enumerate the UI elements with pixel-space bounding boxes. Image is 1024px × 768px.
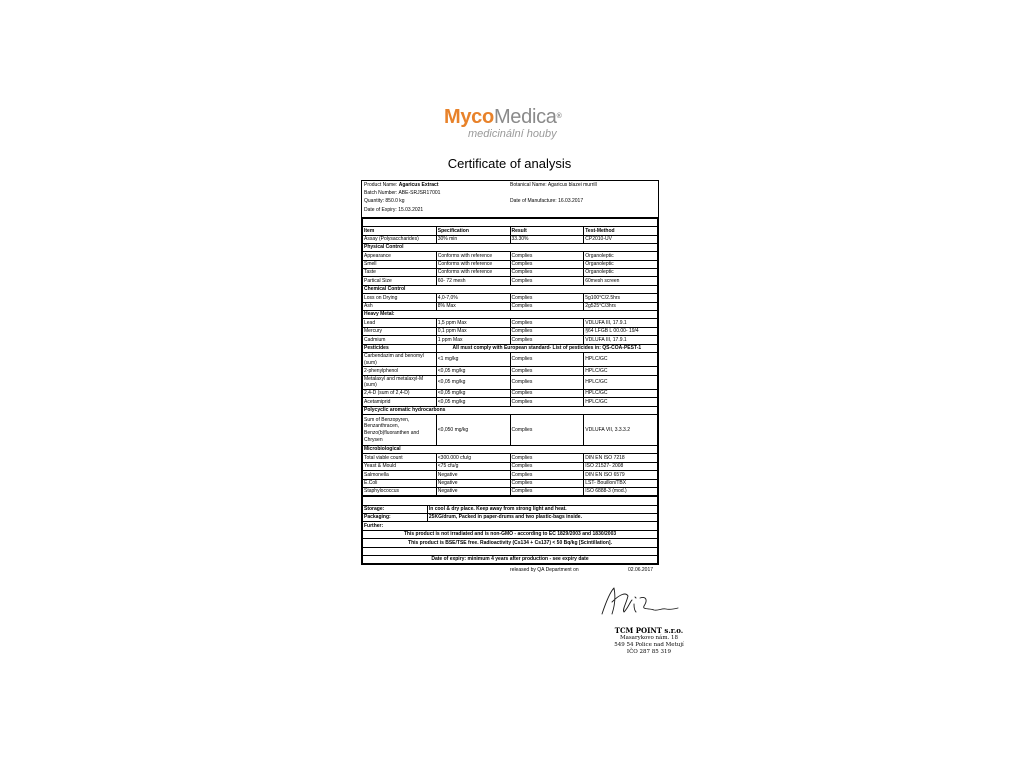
section-heading: Physical Control xyxy=(363,243,658,251)
packaging-value: 25KG/drum, Packed in paper-drums and two plastic-bags inside. xyxy=(427,514,657,522)
document-title: Certificate of analysis xyxy=(447,156,572,171)
product-info-left xyxy=(364,182,510,215)
section-row xyxy=(363,445,658,453)
cell-specification: <75 cfu/g xyxy=(436,462,510,470)
expiry-line xyxy=(364,207,510,215)
cell-result: Complies xyxy=(510,252,584,260)
section-row xyxy=(363,243,658,251)
manufacture-date-line xyxy=(510,198,656,206)
spacer-cell xyxy=(363,497,658,505)
cell-method: VDLUFA VII, 3.3.3.2 xyxy=(584,414,658,445)
cell-item: E.Coli xyxy=(363,479,437,487)
column-header: Result xyxy=(510,227,584,235)
cell-method: CP2010-UV xyxy=(584,235,658,243)
cell-item: Loss on Drying xyxy=(363,294,437,302)
cell-result: Complies xyxy=(510,327,584,335)
stamp-address-line: Masarykovo nám. 18 xyxy=(619,635,679,641)
cell-result: Complies xyxy=(510,471,584,479)
table-row xyxy=(363,367,658,375)
product-name-label: Product Name: xyxy=(364,182,399,188)
cell-specification: 4,0-7,0% xyxy=(436,294,510,302)
spacer-row xyxy=(363,547,658,555)
table-row xyxy=(363,235,658,243)
blank-line xyxy=(510,190,656,198)
cell-method: VDLUFA III, 17.9.1 xyxy=(584,319,658,327)
table-row xyxy=(363,353,658,367)
cell-item: Lead xyxy=(363,319,437,327)
storage-value: In cool & dry place. Keep away from strong light and heat. xyxy=(427,505,657,513)
cell-specification: 1,5 ppm Max xyxy=(436,319,510,327)
cell-item: 2,4-D (sum of 2,4-D) xyxy=(363,389,437,397)
table-row xyxy=(363,260,658,268)
section-row xyxy=(363,406,658,414)
product-name-value: Agaricus Extract xyxy=(398,182,439,188)
cell-item: Salmonella xyxy=(363,471,437,479)
company-stamp xyxy=(604,627,694,655)
cell-result: Complies xyxy=(510,389,584,397)
table-row xyxy=(363,462,658,470)
spacer-row xyxy=(363,218,658,226)
cell-result: Complies xyxy=(510,336,584,344)
cell-method: 60mesh screen xyxy=(584,277,658,285)
expiry-note-row xyxy=(363,556,658,564)
cell-method: HPLC/GC xyxy=(584,375,658,389)
cell-method: HPLC/GC xyxy=(584,367,658,375)
botanical-name-line xyxy=(510,182,656,190)
released-date: 02.06.2017 xyxy=(628,567,654,573)
notes-table xyxy=(362,496,658,564)
table-row xyxy=(363,479,658,487)
table-row xyxy=(363,269,658,277)
cell-result: Complies xyxy=(510,294,584,302)
cell-specification: 1 ppm Max xyxy=(436,336,510,344)
quantity-label: Quantity: xyxy=(364,198,386,205)
cell-method: Organoleptic xyxy=(584,269,658,277)
section-heading: Pesticides xyxy=(363,344,437,352)
table-row xyxy=(363,487,658,495)
cell-specification: Conforms with reference xyxy=(436,269,510,277)
cell-result: Complies xyxy=(510,462,584,470)
bse-statement: This product is BSE/TSE free. Radioactivity (Cs134 + Cs137) < 50 Bq/kg [Scintillation]. xyxy=(363,539,658,547)
quantity-line xyxy=(364,198,510,206)
spacer-cell xyxy=(363,218,658,226)
batch-number-label: Batch Number: xyxy=(364,190,399,197)
cell-result: Complies xyxy=(510,398,584,406)
further-label: Further: xyxy=(363,522,658,530)
cell-specification: 0,1 ppm Max xyxy=(436,327,510,335)
cell-item: Sum of Benzopyren, Benzanthracen, Benzo(b)fluoranthen and Chrysen xyxy=(363,414,437,445)
product-name-line xyxy=(364,182,510,190)
cell-specification: 8% Max xyxy=(436,302,510,310)
table-row xyxy=(363,336,658,344)
cell-method: ISO 6888-3 (mod.) xyxy=(584,487,658,495)
column-header: Item xyxy=(363,227,437,235)
spacer-row xyxy=(363,497,658,505)
statement-row xyxy=(363,539,658,547)
cell-method: HPLC/GC xyxy=(584,389,658,397)
table-row xyxy=(363,454,658,462)
product-info xyxy=(362,181,658,218)
cell-result: Complies xyxy=(510,319,584,327)
manufacture-date-value: 16.03.2017 xyxy=(558,198,584,205)
cell-method: DIN EN ISO 7218 xyxy=(584,454,658,462)
cell-specification: Conforms with reference xyxy=(436,252,510,260)
expiry-value: 15.03.2021 xyxy=(398,206,424,213)
expiry-note: Date of expiry: minimum 4 years after production - see expiry date xyxy=(363,556,658,564)
analysis-table xyxy=(362,218,658,497)
cell-specification: Negative xyxy=(436,479,510,487)
section-heading: Chemical Control xyxy=(363,285,658,293)
section-heading: Polycyclic aromatic hydrocarbons xyxy=(363,406,658,414)
product-info-right xyxy=(510,182,656,215)
cell-result: Complies xyxy=(510,277,584,285)
pesticides-note: All must comply with European standard- List of pesticides in: QS-COA-PEST-1 xyxy=(436,344,657,352)
batch-number-value: ABE-SRJSR17001 xyxy=(398,190,441,197)
cell-specification: <1 mg/kg xyxy=(436,353,510,367)
storage-row xyxy=(363,505,658,513)
botanical-name-label: Botanical Name: xyxy=(510,182,548,188)
company-logo xyxy=(444,106,594,146)
cell-method: DIN EN ISO 6579 xyxy=(584,471,658,479)
cell-specification: Negative xyxy=(436,471,510,479)
cell-specification: <0,05 mg/kg xyxy=(436,375,510,389)
further-row xyxy=(363,522,658,530)
cell-method: LST- Bouillon/TBX xyxy=(584,479,658,487)
cell-item: Ash xyxy=(363,302,437,310)
statement-row xyxy=(363,530,658,538)
storage-label: Storage: xyxy=(363,505,428,513)
cell-item: Total viable count xyxy=(363,454,437,462)
cell-result: Complies xyxy=(510,454,584,462)
cell-item: 2-phenylphenol xyxy=(363,367,437,375)
cell-item: Smell xyxy=(363,260,437,268)
table-row xyxy=(363,327,658,335)
cell-specification: Negative xyxy=(436,487,510,495)
table-row xyxy=(363,375,658,389)
released-text: released by QA Department on xyxy=(510,567,579,573)
botanical-name-value: Agaricus blazei murrill xyxy=(547,182,597,188)
handwritten-signature xyxy=(596,584,686,618)
manufacture-date-label: Date of Manufacture: xyxy=(510,198,559,205)
spacer-cell xyxy=(363,547,658,555)
table-header-row xyxy=(363,227,658,235)
column-header: Test-Method xyxy=(584,227,658,235)
packaging-label: Packaging: xyxy=(363,514,428,522)
cell-specification: <0,050 mg/kg xyxy=(436,414,510,445)
cell-item: Acetamiprid xyxy=(363,398,437,406)
cell-item: Mercury xyxy=(363,327,437,335)
table-row xyxy=(363,277,658,285)
cell-method: HPLC/GC xyxy=(584,398,658,406)
table-row xyxy=(363,414,658,445)
table-row xyxy=(363,389,658,397)
cell-method: §64 LFGB L 00.00- 19/4 xyxy=(584,327,658,335)
cell-result: Complies xyxy=(510,487,584,495)
cell-result: Complies xyxy=(510,269,584,277)
cell-item: Staphylococcus xyxy=(363,487,437,495)
cell-result: Complies xyxy=(510,367,584,375)
expiry-label: Date of Expiry: xyxy=(364,206,399,213)
cell-item: Taste xyxy=(363,269,437,277)
stamp-address-line: 549 54 Police nad Metují xyxy=(614,641,684,648)
cell-method: 2g525°C/3hrs xyxy=(584,302,658,310)
batch-number-line xyxy=(364,190,510,198)
logo-registered-mark: ® xyxy=(556,113,562,120)
cell-specification: Conforms with reference xyxy=(436,260,510,268)
logo-brand-part1: Myco xyxy=(444,106,494,128)
cell-item: Cadmium xyxy=(363,336,437,344)
column-header: Specification xyxy=(436,227,510,235)
packaging-row xyxy=(363,514,658,522)
cell-item: Assay (Polysaccharides) xyxy=(363,235,437,243)
table-row xyxy=(363,319,658,327)
cell-specification: 30% min xyxy=(436,235,510,243)
cell-result: Complies xyxy=(510,302,584,310)
cell-specification: <300.000 cfu/g xyxy=(436,454,510,462)
cell-method: VDLUFA III, 17.9.1 xyxy=(584,336,658,344)
cell-method: Organoleptic xyxy=(584,260,658,268)
stamp-id-line: IČO 287 85 319 xyxy=(626,648,672,655)
pesticides-row xyxy=(363,344,658,352)
cell-method: HPLC/GC xyxy=(584,353,658,367)
section-row xyxy=(363,285,658,293)
cell-item: Carbendazim and benomyl (sum) xyxy=(363,353,437,367)
non-gmo-statement: This product is not irradiated and is non-GMO - according to EC 1829/2003 and 1830/2003 xyxy=(363,530,658,538)
cell-specification: <0,05 mg/kg xyxy=(436,367,510,375)
table-row xyxy=(363,302,658,310)
cell-specification: <0,05 mg/kg xyxy=(436,398,510,406)
logo-tagline: medicinální houby xyxy=(468,128,557,140)
cell-specification: <0,05 mg/kg xyxy=(436,389,510,397)
cell-item: Metalaxyl and metalaxyl-M (sum) xyxy=(363,375,437,389)
stamp-company: TCM POINT s.r.o. xyxy=(614,626,684,635)
table-row xyxy=(363,294,658,302)
certificate-box xyxy=(361,180,659,565)
logo-brand-part2: Medica xyxy=(493,106,557,128)
cell-result: Complies xyxy=(510,414,584,445)
cell-item: Partical Size xyxy=(363,277,437,285)
cell-item: Yeast & Mould xyxy=(363,462,437,470)
table-row xyxy=(363,398,658,406)
table-row xyxy=(363,471,658,479)
cell-result: Complies xyxy=(510,260,584,268)
table-row xyxy=(363,252,658,260)
cell-method: 5g100°C/2.5hrs xyxy=(584,294,658,302)
quantity-value: 850.0 kg xyxy=(385,198,405,205)
cell-item: Appearance xyxy=(363,252,437,260)
cell-result: Complies xyxy=(510,353,584,367)
blank-line xyxy=(510,207,656,215)
section-heading: Microbiological xyxy=(363,445,658,453)
cell-result: Complies xyxy=(510,375,584,389)
cell-result: Complies xyxy=(510,479,584,487)
cell-result: 33.30% xyxy=(510,235,584,243)
cell-method: ISO 21527- 2008 xyxy=(584,462,658,470)
section-heading: Heavy Metal: xyxy=(363,311,658,319)
section-row xyxy=(363,311,658,319)
cell-method: Organoleptic xyxy=(584,252,658,260)
cell-specification: 60- 72 mesh xyxy=(436,277,510,285)
